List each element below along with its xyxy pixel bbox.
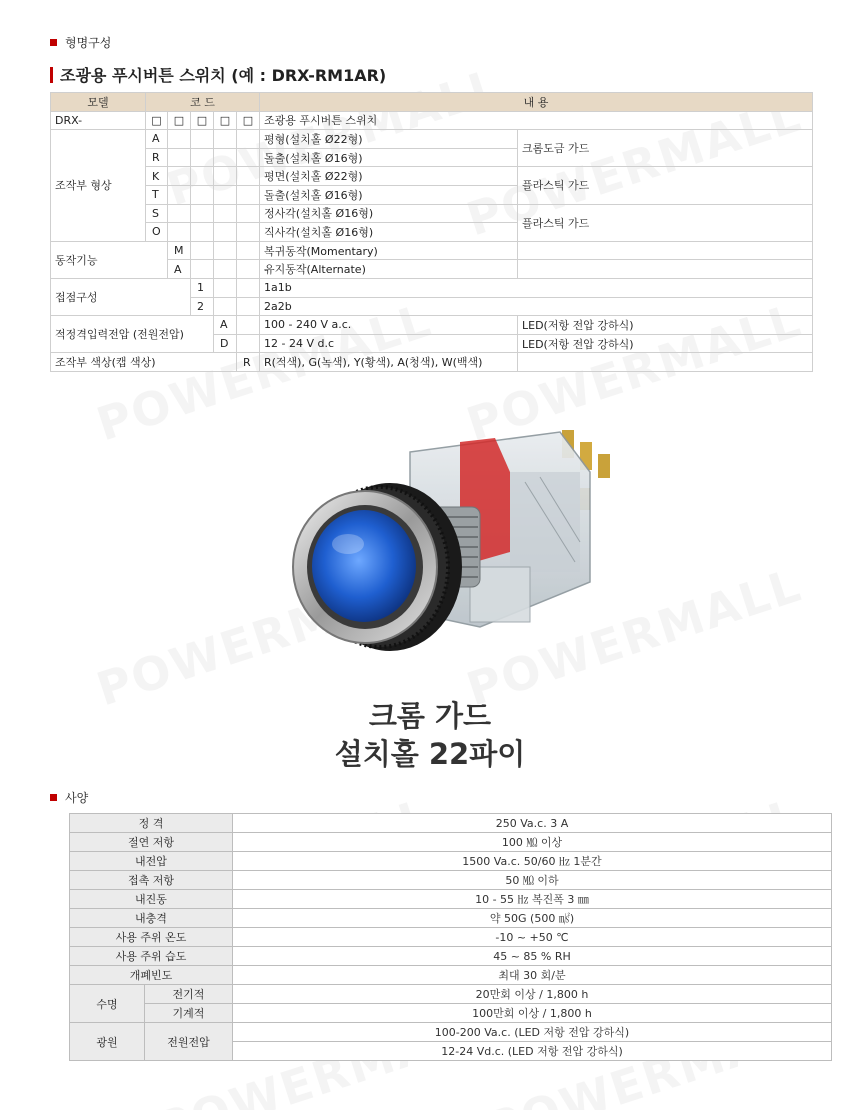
shape-code: O	[146, 223, 168, 242]
shape-code: R	[146, 148, 168, 167]
voltage-label: 적정격입력전압 (전원전압)	[51, 316, 214, 353]
table-row	[70, 1023, 832, 1042]
shape-desc: 정사각(설치홀 Ø16형)	[260, 204, 518, 223]
terminal-pin	[598, 454, 610, 478]
model-name: DRX-	[51, 111, 146, 130]
voltage-code: D	[214, 334, 237, 353]
section-title: 형명구성	[65, 36, 112, 50]
voltage-note: LED(저항 전압 강하식)	[518, 334, 813, 353]
blue-lens	[312, 510, 416, 622]
light-sublabel: 전원전압	[145, 1023, 233, 1061]
spec-label: 전기적	[145, 985, 233, 1004]
contact-label: 접점구성	[51, 278, 191, 315]
spec-value: 250 Va.c. 3 A	[233, 814, 832, 833]
spec-value: 20만회 이상 / 1,800 h	[233, 985, 832, 1004]
action-code: M	[168, 241, 191, 260]
shape-desc: 돌출(설치홀 Ø16형)	[260, 185, 518, 204]
spec-label: 접촉 저항	[70, 871, 233, 890]
contact-code: 2	[191, 297, 214, 316]
shape-desc: 직사각(설치홀 Ø16형)	[260, 223, 518, 242]
spec-value: 100만회 이상 / 1,800 h	[233, 1004, 832, 1023]
voltage-note: LED(저항 전압 강하식)	[518, 316, 813, 335]
spec-label: 내진동	[70, 890, 233, 909]
spec-label: 내충격	[70, 909, 233, 928]
spec-value: 45 ~ 85 % RH	[233, 947, 832, 966]
title-bar-icon	[50, 67, 53, 83]
push-button-switch-image	[280, 412, 620, 672]
table-row	[70, 947, 832, 966]
spec-label: 내전압	[70, 852, 233, 871]
shape-desc: 평형(설치홀 Ø22형)	[260, 130, 518, 149]
spec-label: 정 격	[70, 814, 233, 833]
spec-label: 절연 저항	[70, 833, 233, 852]
code-box: □	[146, 111, 168, 130]
table-row	[70, 852, 832, 871]
guard-type: 플라스틱 가드	[518, 204, 813, 241]
subtitle-text: 조광용 푸시버튼 스위치 (예 : DRX-RM1AR)	[60, 66, 387, 85]
header-model: 모델	[51, 93, 146, 112]
section-title: 사양	[65, 791, 89, 805]
table-row	[70, 1004, 832, 1023]
header-content: 내 용	[260, 93, 813, 112]
code-box: □	[214, 111, 237, 130]
page-subtitle	[50, 63, 386, 86]
table-row	[51, 316, 813, 335]
table-header-row	[51, 93, 813, 112]
spec-value: -10 ~ +50 ℃	[233, 928, 832, 947]
spec-value: 최대 30 회/분	[233, 966, 832, 985]
table-row	[70, 833, 832, 852]
header-code: 코 드	[146, 93, 260, 112]
spec-label: 개폐빈도	[70, 966, 233, 985]
color-desc: R(적색), G(녹색), Y(황색), A(청색), W(백색)	[260, 353, 518, 372]
voltage-desc: 100 - 240 V a.c.	[260, 316, 518, 335]
spec-table	[69, 813, 832, 1061]
table-row	[70, 890, 832, 909]
guard-type: 플라스틱 가드	[518, 167, 813, 204]
shape-code: T	[146, 185, 168, 204]
model-description: 조광용 푸시버튼 스위치	[260, 111, 813, 130]
table-row	[70, 928, 832, 947]
spec-value: 100 ㏁ 이상	[233, 833, 832, 852]
contact-desc: 2a2b	[260, 297, 813, 316]
shape-desc: 돌출(설치홀 Ø16형)	[260, 148, 518, 167]
spec-label: 사용 주위 습도	[70, 947, 233, 966]
shape-code: K	[146, 167, 168, 186]
life-label: 수명	[70, 985, 145, 1023]
model-code-table	[50, 92, 813, 372]
shape-desc: 평면(설치홀 Ø22형)	[260, 167, 518, 186]
table-row	[51, 278, 813, 297]
bullet-square-icon	[50, 794, 57, 801]
action-label: 동작기능	[51, 241, 168, 278]
shape-label: 조작부 형상	[51, 130, 146, 242]
spec-value: 10 - 55 ㎐ 복진폭 3 ㎜	[233, 890, 832, 909]
table-row	[70, 966, 832, 985]
contact-desc: 1a1b	[260, 278, 813, 297]
light-label: 광원	[70, 1023, 145, 1061]
color-code: R	[237, 353, 260, 372]
table-row	[51, 111, 813, 130]
table-row	[51, 353, 813, 372]
caption-line-1: 크롬 가드	[368, 699, 492, 733]
section-heading-model	[50, 34, 111, 51]
bullet-square-icon	[50, 39, 57, 46]
spec-value: 1500 Va.c. 50/60 ㎐ 1분간	[233, 852, 832, 871]
color-label: 조작부 색상(캡 색상)	[51, 353, 237, 372]
table-row	[70, 814, 832, 833]
spec-label: 기계적	[145, 1004, 233, 1023]
shape-code: S	[146, 204, 168, 223]
code-box: □	[168, 111, 191, 130]
table-row	[51, 204, 813, 223]
table-row	[70, 871, 832, 890]
caption-line-2: 설치홀 22파이	[334, 737, 526, 771]
code-box: □	[237, 111, 260, 130]
action-desc: 유지동작(Alternate)	[260, 260, 518, 279]
guard-type: 크롬도금 가드	[518, 130, 813, 167]
voltage-desc: 12 - 24 V d.c	[260, 334, 518, 353]
spec-value: 100-200 Va.c. (LED 저항 전압 강하식)	[233, 1023, 832, 1042]
voltage-code: A	[214, 316, 237, 335]
contact-code: 1	[191, 278, 214, 297]
table-row	[51, 130, 813, 149]
spec-value: 50 ㏁ 이하	[233, 871, 832, 890]
section-heading-spec	[50, 789, 88, 806]
table-row	[70, 909, 832, 928]
action-code: A	[168, 260, 191, 279]
code-box: □	[191, 111, 214, 130]
spec-value: 약 50G (500 ㎨)	[233, 909, 832, 928]
table-row	[51, 167, 813, 186]
spec-label: 사용 주위 온도	[70, 928, 233, 947]
action-desc: 복귀동작(Momentary)	[260, 241, 518, 260]
spec-value: 12-24 Vd.c. (LED 저항 전압 강하식)	[233, 1042, 832, 1061]
shape-code: A	[146, 130, 168, 149]
table-row	[51, 241, 813, 260]
table-row	[70, 985, 832, 1004]
